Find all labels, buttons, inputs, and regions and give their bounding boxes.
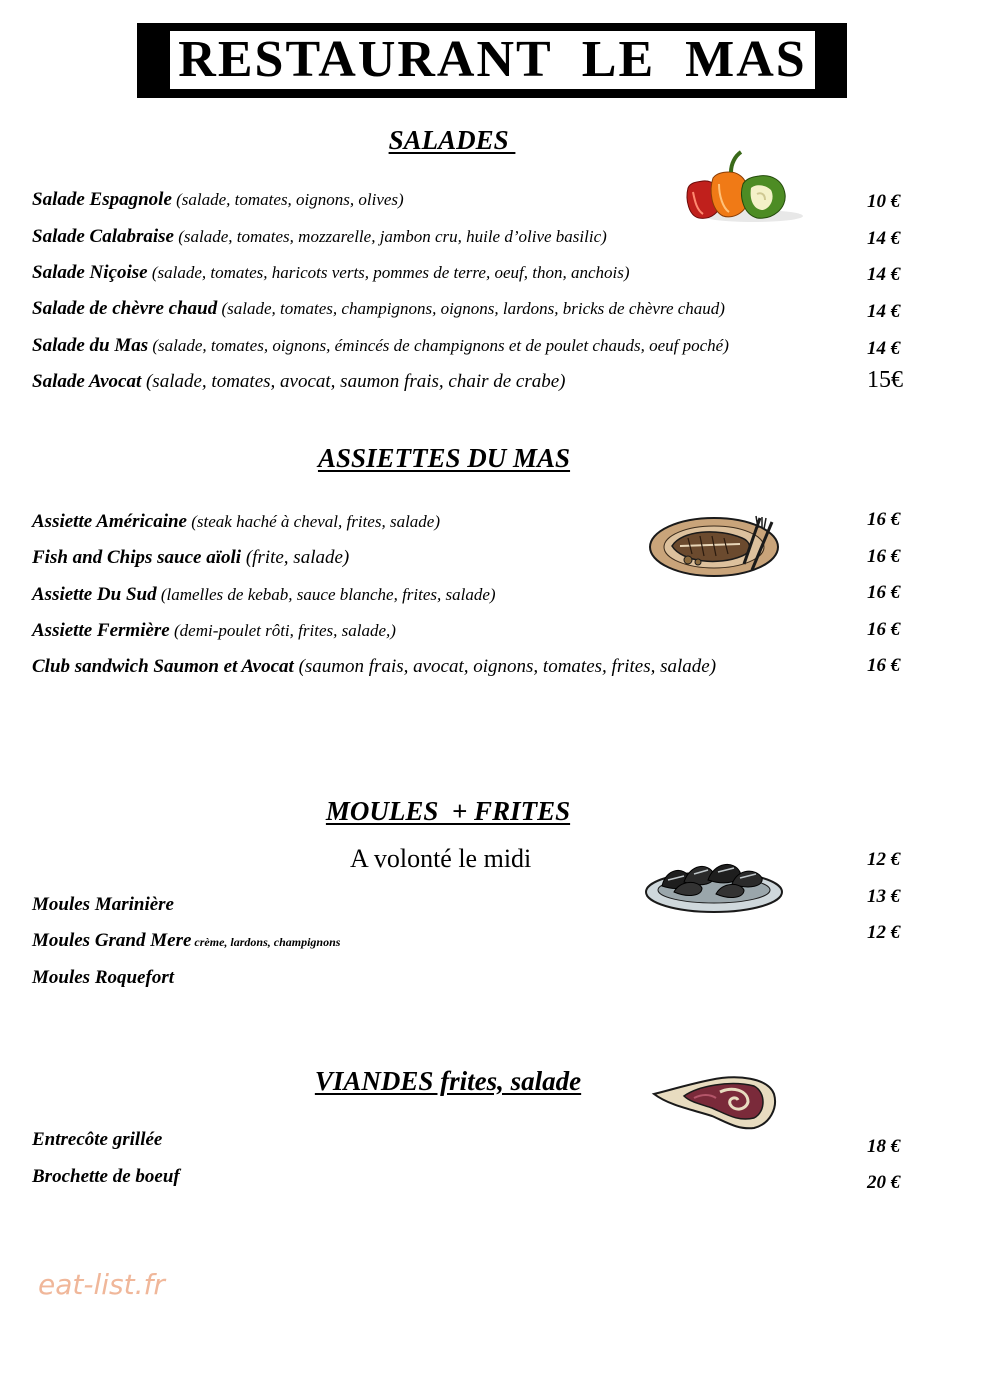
item-name: Assiette Du Sud [32,584,157,605]
item-description: (salade, tomates, oignons, olives) [171,190,404,209]
item-description: (steak haché à cheval, frites, salade) [186,512,441,531]
item-name: Club sandwich Saumon et Avocat [32,656,294,677]
item-name: Moules Roquefort [32,967,174,988]
price-moules-3: 12 € [867,922,901,943]
price-fish-and-chips: 16 € [867,546,901,567]
item-name: Salade Niçoise [32,262,148,283]
menu-item-salade-calabraise [32,227,607,246]
mussels-bowl-illustration [644,858,784,916]
price-salade-chevre-chaud: 14 € [867,301,901,322]
menu-item-entrecote [32,1130,162,1149]
item-name: Moules Marinière [32,894,174,915]
item-name: Fish and Chips sauce aïoli [32,547,242,568]
item-description: (salade, tomates, oignons, émincés de champignons et de poulet chauds, oeuf poché) [148,336,729,355]
item-description: (lamelles de kebab, sauce blanche, frites, salade) [156,585,496,604]
item-description: crème, lardons, champignons [191,935,341,949]
item-description: (salade, tomates, mozzarelle, jambon cru, huile d’olive basilic) [173,227,607,246]
price-club-sandwich: 16 € [867,655,901,676]
fish-plate-illustration [648,514,783,579]
item-description: (salade, tomates, champignons, oignons, lardons, bricks de chèvre chaud) [217,299,725,318]
menu-item-assiette-fermiere [32,621,396,640]
price-salade-nicoise: 14 € [867,264,901,285]
menu-item-brochette [32,1167,180,1186]
price-moules-2: 13 € [867,886,901,907]
price-moules-1: 12 € [867,849,901,870]
menu-item-club-sandwich [32,657,716,676]
menu-item-salade-chevre-chaud [32,299,725,318]
moules-subtitle: A volonté le midi [350,844,532,873]
item-description: (salade, tomates, avocat, saumon frais, chair de crabe) [141,371,566,392]
item-description: (frite, salade) [241,547,350,568]
price-assiette-du-sud: 16 € [867,582,901,603]
section-title-moules: MOULES + FRITES [325,796,571,826]
item-name: Brochette de boeuf [32,1166,180,1187]
watermark: eat-list.fr [38,1268,165,1301]
price-salade-du-mas: 14 € [867,338,901,359]
price-assiette-fermiere: 16 € [867,619,901,640]
menu-item-salade-avocat [32,372,566,391]
price-entrecote: 18 € [867,1136,901,1157]
section-title-salades: SALADES [388,125,516,155]
price-salade-avocat: 15€ [867,367,903,393]
item-name: Salade Avocat [32,371,142,392]
menu-item-moules-mariniere [32,895,174,914]
item-name: Salade du Mas [32,335,149,356]
peppers-illustration [683,150,808,225]
menu-item-fish-and-chips [32,548,349,567]
price-assiette-americaine: 16 € [867,509,901,530]
restaurant-title: RESTAURANT LE MAS [178,31,807,88]
menu-item-assiette-americaine [32,512,440,531]
section-title-assiettes: ASSIETTES DU MAS [317,443,571,473]
item-description: (salade, tomates, haricots verts, pommes de terre, oeuf, thon, anchois) [147,263,630,282]
item-name: Entrecôte grillée [32,1129,163,1150]
menu-item-salade-espagnole [32,190,404,209]
price-salade-calabraise: 14 € [867,228,901,249]
item-name: Salade de chèvre chaud [32,298,218,319]
steak-illustration [650,1072,780,1132]
section-title-viandes: VIANDES frites, salade [314,1066,582,1096]
menu-item-salade-nicoise [32,263,630,282]
item-name: Assiette Américaine [32,511,187,532]
item-description: (demi-poulet rôti, frites, salade,) [169,621,396,640]
item-name: Moules Grand Mere [32,930,192,951]
title-box [170,31,815,89]
menu-item-moules-grand-mere [32,931,340,950]
item-description: (saumon frais, avocat, oignons, tomates, frites, salade) [293,656,717,677]
menu-item-salade-du-mas [32,336,729,355]
item-name: Salade Espagnole [32,189,172,210]
title-banner [137,23,847,98]
item-name: Salade Calabraise [32,226,174,247]
menu-item-moules-roquefort [32,968,174,987]
menu-item-assiette-du-sud [32,585,496,604]
price-brochette: 20 € [867,1172,901,1193]
price-salade-espagnole: 10 € [867,191,901,212]
item-name: Assiette Fermière [32,620,170,641]
